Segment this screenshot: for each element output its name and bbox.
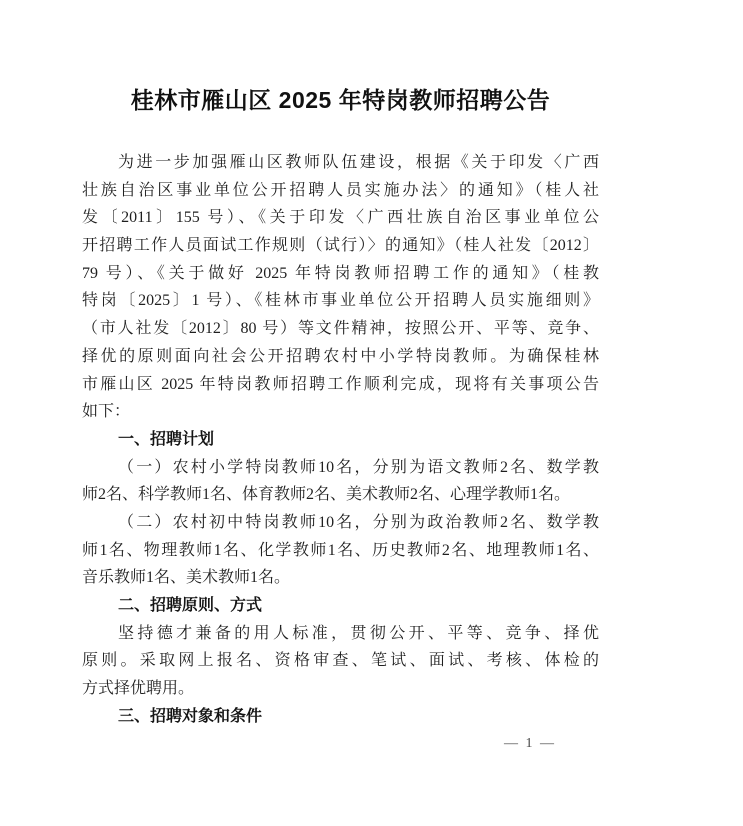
section-heading: 三、招聘对象和条件 bbox=[118, 707, 263, 725]
document-title: 桂林市雁山区 2025 年特岗教师招聘公告 bbox=[130, 87, 551, 113]
document-line: 为进一步加强雁山区教师队伍建设，根据《关于印发〈广西 bbox=[118, 154, 599, 171]
document-line: 开招聘工作人员面试工作规则（试行）〉的通知》（桂人社发〔2012〕 bbox=[82, 237, 599, 255]
section-heading: 二、招聘原则、方式 bbox=[118, 597, 263, 614]
document-line: 坚持德才兼备的用人标准，贯彻公开、平等、竞争、择优 bbox=[118, 624, 599, 642]
document-line: 79 号）、《关于做好 2025 年特岗教师招聘工作的通知》（桂教 bbox=[82, 264, 599, 282]
document-line: 原则。采取网上报名、资格审查、笔试、面试、考核、体检的 bbox=[82, 652, 599, 670]
document-line: 师2名、科学教师1名、体育教师2名、美术教师2名、心理学教师1名。 bbox=[82, 486, 571, 504]
document-line: 发〔2011〕155 号）、《关于印发〈广西壮族自治区事业单位公 bbox=[82, 209, 599, 227]
document-line: 特岗〔2025〕1 号）、《桂林市事业单位公开招聘人员实施细则》 bbox=[82, 292, 599, 310]
document-line: 方式择优聘用。 bbox=[82, 680, 195, 698]
document-body bbox=[82, 149, 599, 730]
document-line: 音乐教师1名、美术教师1名。 bbox=[82, 569, 291, 587]
section-heading: 一、招聘计划 bbox=[118, 430, 215, 448]
document-line: （市人社发〔2012〕80 号）等文件精神，按照公开、平等、竞争、 bbox=[82, 320, 599, 338]
document-line: 择优的原则面向社会公开招聘农村中小学特岗教师。为确保桂林 bbox=[82, 347, 599, 365]
document-line: （二）农村初中特岗教师10名，分别为政治教师2名、数学教 bbox=[118, 513, 599, 531]
document-line: （一）农村小学特岗教师10名，分别为语文教师2名、数学教 bbox=[118, 458, 599, 476]
page-number: — 1 — bbox=[504, 736, 556, 751]
document-line: 如下： bbox=[82, 403, 131, 421]
document-line: 壮族自治区事业单位公开招聘人员实施办法〉的通知》（桂人社 bbox=[82, 181, 599, 199]
document-line: 师1名、物理教师1名、化学教师1名、历史教师2名、地理教师1名、 bbox=[82, 541, 599, 559]
document-line: 市雁山区 2025 年特岗教师招聘工作顺利完成，现将有关事项公告 bbox=[82, 375, 599, 393]
